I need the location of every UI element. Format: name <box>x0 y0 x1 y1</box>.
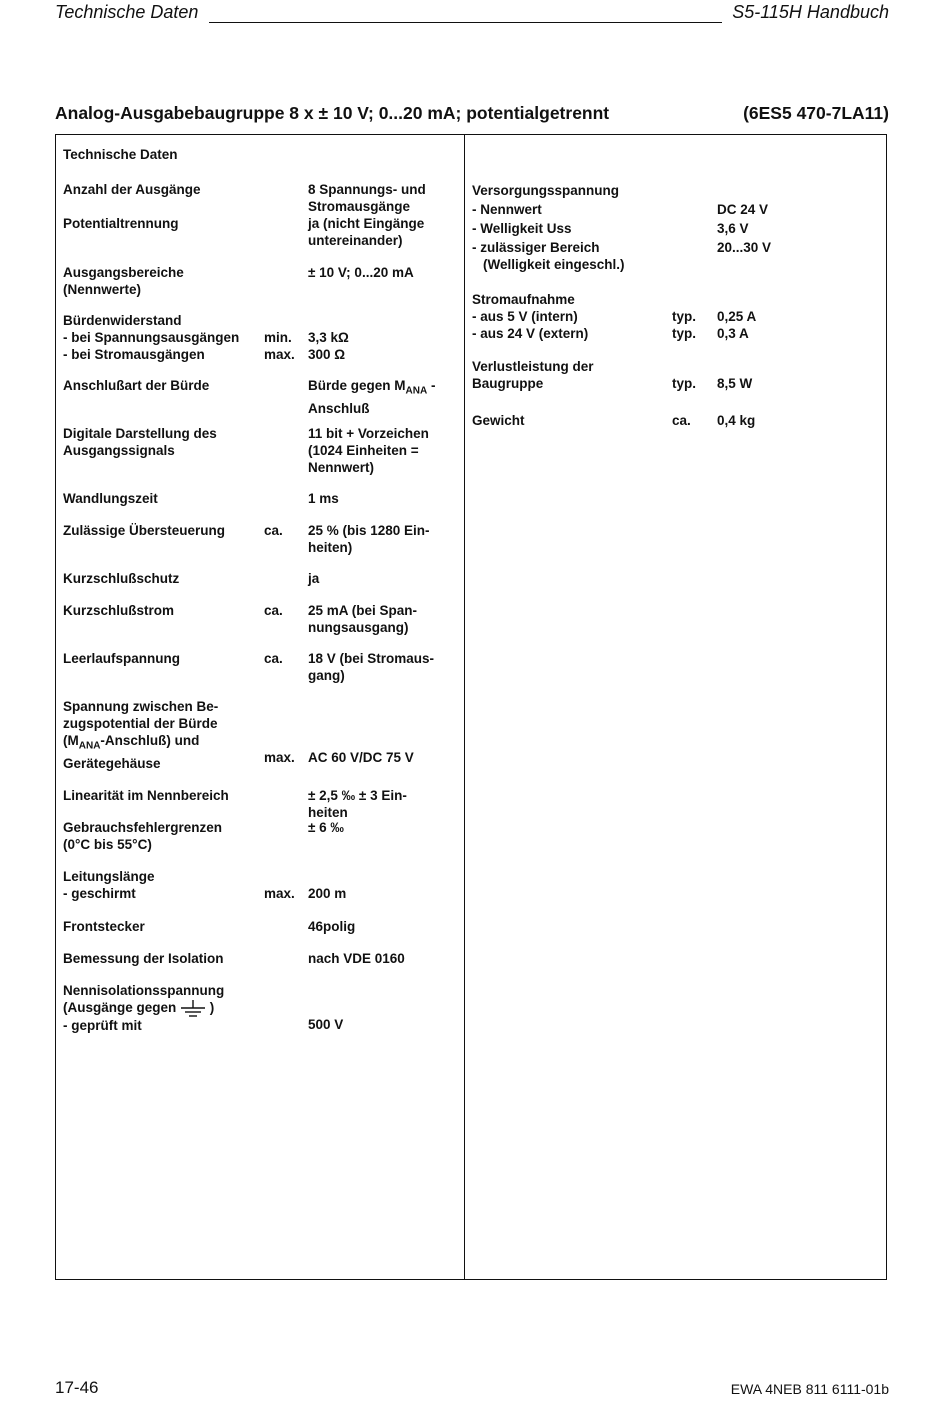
spec-row-kschutz <box>63 570 458 587</box>
spec-label: Ausgangsbereiche (Nennwerte) <box>63 265 184 297</box>
spec-qualifier: max. <box>264 347 295 362</box>
spec-value: AC 60 V/DC 75 V <box>308 750 414 765</box>
spec-qualifier: ca. <box>264 603 283 618</box>
spec-row-leitung-geschirmt <box>63 885 458 902</box>
spec-label: Stromaufnahme <box>472 292 575 307</box>
spec-qualifier: max. <box>264 885 295 901</box>
spec-qualifier: max. <box>264 750 295 765</box>
spec-label: Versorgungsspannung <box>472 183 620 198</box>
spec-qualifier: typ. <box>672 309 697 324</box>
spec-value: 0,3 A <box>717 326 749 341</box>
spec-value: 46polig <box>308 918 356 934</box>
spec-qualifier: typ. <box>672 376 697 391</box>
spec-sublabel: - Nennwert <box>472 202 542 217</box>
spec-row-buerde-spannung <box>63 329 458 346</box>
spec-value: 20...30 V <box>717 240 772 255</box>
spec-label: Leitungslänge <box>63 868 155 884</box>
spec-row-welligkeit <box>472 220 882 237</box>
spec-label: Leerlaufspannung <box>63 651 181 666</box>
spec-value: 25 % (bis 1280 Ein- heiten) <box>308 523 430 555</box>
spec-value: 200 m <box>308 885 347 901</box>
spec-value: 0,25 A <box>717 309 757 324</box>
spec-label: Digitale Darstellung des Ausgangssignals <box>63 426 217 458</box>
spec-row-kstrom <box>63 602 458 635</box>
spec-label: Kurzschlußstrom <box>63 603 175 618</box>
spec-row-ausgangsbereiche <box>63 264 458 298</box>
spec-value: DC 24 V <box>717 202 769 217</box>
spec-value: 25 mA (bei Span- nungsausgang) <box>308 603 418 635</box>
ground-symbol-icon <box>180 1000 206 1017</box>
header-rule <box>209 22 722 23</box>
spec-label: Zulässige Übersteuerung <box>63 523 226 538</box>
spec-row-verlust <box>472 358 882 392</box>
spec-row-wandlung <box>63 490 458 507</box>
spec-sublabel: - bei Stromausgängen <box>63 347 205 362</box>
spec-label: Kurzschlußschutz <box>63 571 180 586</box>
spec-label: Spannung zwischen Be- zugspotential der Bürde $(M_{ANA}-Anschluß)$ und Gerätegehäuse <box>63 699 219 771</box>
spec-sublabel: - geschirmt <box>63 885 136 901</box>
spec-value: ± 6 ‰ <box>308 819 344 835</box>
spec-row-buerde <box>63 312 458 329</box>
spec-value: ja (nicht Eingänge untereinander) <box>308 216 425 248</box>
spec-value: 300 Ω <box>308 347 346 362</box>
spec-column-left <box>63 146 458 1034</box>
spec-qualifier: ca. <box>672 413 691 428</box>
spec-row-digital <box>63 425 458 475</box>
running-header-right: S5-115H Handbuch <box>732 2 889 22</box>
spec-value: 3,3 kΩ <box>308 330 349 345</box>
spec-value: 500 V <box>308 1016 344 1032</box>
spec-label: Linearität im Nennbereich <box>63 787 229 803</box>
spec-label: Wandlungszeit <box>63 491 158 506</box>
spec-row-gebrauch <box>63 819 458 853</box>
spec-sublabel: - aus 5 V (intern) <box>472 309 578 324</box>
page-number: 17-46 <box>55 1378 99 1397</box>
spec-row-isolation <box>63 950 458 967</box>
spec-value: 18 V (bei Stromaus- gang) <box>308 651 435 683</box>
spec-row-strom-extern <box>472 325 882 342</box>
spec-row-anzahl <box>63 181 458 214</box>
spec-qualifier: ca. <box>264 651 283 666</box>
spec-sublabel: - aus 24 V (extern) <box>472 326 589 341</box>
spec-value: ± 2,5 ‰ ± 3 Ein- heiten <box>308 787 407 820</box>
spec-row-strom-intern <box>472 308 882 325</box>
spec-label: Bürdenwiderstand <box>63 313 182 328</box>
spec-row-buerde-strom <box>63 346 458 363</box>
spec-row-uebersteuerung <box>63 522 458 555</box>
spec-row-leitung <box>63 868 458 885</box>
spec-value: 11 bit + Vorzeichen (1024 Einheiten = Nennwert) <box>308 426 429 475</box>
spec-column-right <box>472 182 882 429</box>
spec-row-nennwert <box>472 201 882 218</box>
spec-row-linearitaet <box>63 787 458 820</box>
spec-value: 8,5 W <box>717 376 753 391</box>
spec-label: Verlustleistung der Baugruppe <box>472 359 594 391</box>
spec-section-heading <box>63 146 458 163</box>
spec-row-spannung <box>63 698 458 772</box>
spec-sublabel: - bei Spannungsausgängen <box>63 330 240 345</box>
spec-row-stromaufnahme <box>472 291 882 308</box>
document-code: EWA 4NEB 811 6111-01b <box>730 1381 889 1397</box>
spec-value: 1 ms <box>308 491 339 506</box>
running-header-left: Technische Daten <box>55 2 199 22</box>
spec-label: Anzahl der Ausgänge <box>63 182 201 197</box>
spec-row-nenniso <box>63 982 458 1034</box>
spec-label: Bemessung der Isolation <box>63 950 224 966</box>
spec-value: nach VDE 0160 <box>308 950 405 966</box>
spec-qualifier: ca. <box>264 523 283 538</box>
spec-qualifier: min. <box>264 330 292 345</box>
spec-sublabel: - zulässiger Bereich (Welligkeit eingeschl.) <box>472 240 625 272</box>
spec-value: 8 Spannungs- und Stromausgänge <box>308 182 426 214</box>
spec-label: Nennisolationsspannung (Ausgänge gegen ) - geprüft mit <box>63 982 225 1033</box>
spec-row-gewicht <box>472 412 882 429</box>
spec-sublabel: - Welligkeit Uss <box>472 221 572 236</box>
column-divider <box>464 134 465 1280</box>
order-number: (6ES5 470-7LA11) <box>743 103 889 123</box>
spec-qualifier: typ. <box>672 326 697 341</box>
page-title: Analog-Ausgabebaugruppe 8 x ± 10 V; 0...20 mA; potentialgetrennt <box>55 103 610 123</box>
spec-label: Anschlußart der Bürde <box>63 378 210 393</box>
spec-value: ± 10 V; 0...20 mA <box>308 265 414 280</box>
spec-row-leerlauf <box>63 650 458 683</box>
spec-label: Gebrauchsfehlergrenzen (0°C bis 55°C) <box>63 819 223 852</box>
spec-row-versorgung <box>472 182 882 199</box>
spec-value: 0,4 kg <box>717 413 756 428</box>
section-title: Technische Daten <box>63 147 178 162</box>
spec-row-bereich <box>472 239 882 273</box>
spec-label: Gewicht <box>472 413 525 428</box>
spec-row-anschluss <box>63 377 458 416</box>
spec-value: 3,6 V <box>717 221 749 236</box>
spec-value: ja <box>308 571 320 586</box>
spec-row-frontstecker <box>63 918 458 935</box>
spec-row-potential <box>63 215 458 248</box>
spec-label: Potentialtrennung <box>63 216 179 231</box>
spec-label: Frontstecker <box>63 918 145 934</box>
spec-value: Bürde gegen $M_{ANA}$ - Anschluß <box>308 378 436 416</box>
